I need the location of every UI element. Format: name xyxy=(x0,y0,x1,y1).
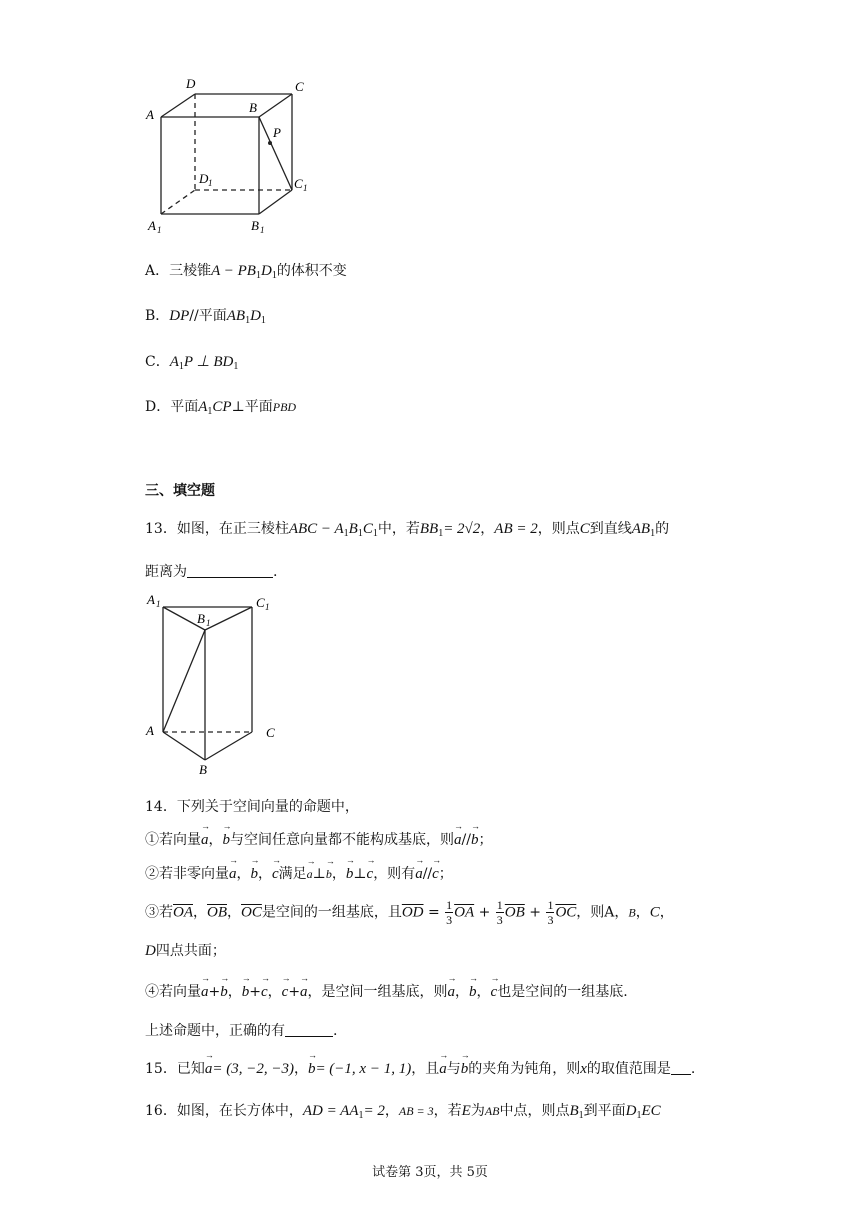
label-d: D xyxy=(186,76,196,91)
label-c1: C xyxy=(256,595,265,610)
question-15: 15．已知→ a= (3, −2, −3)，→ b= (−1, x − 1, 1)，且→ a与→ b的夹角为钝角，则x的取值范围是 . xyxy=(145,1057,695,1078)
label-c1: C xyxy=(294,176,303,191)
label-a: A xyxy=(146,723,154,738)
question-14-s3: ③若$\overline{OA}$，$\overline{OB}$，$\overline{OC}$是空间的一组基底，且$\overline{OD}$ = $\frac{1}{3}$ $\overline{OA}$ + $\frac{1}{3}$ $\overline{OB}$ + $\frac{1}{3}$ $\overline{OC}$，则A，B，C， xyxy=(145,898,674,927)
label-b: B xyxy=(249,100,257,115)
label-c: C xyxy=(266,725,275,740)
label-d1-sub: 1 xyxy=(208,178,213,188)
question-14-s4: ④若向量→ a+→ b，→ b+→ c，→ c+→ a，是空间一组基底，则→ a，→ b，→ c也是空间的一组基底. xyxy=(145,980,628,1001)
label-b: B xyxy=(199,762,207,777)
question-14-intro: 14．下列关于空间向量的命题中， xyxy=(145,799,359,815)
label-a1: A xyxy=(147,592,155,607)
label-b1-sub: 1 xyxy=(206,618,211,628)
option-a: A．三棱锥$A - PB_1D_1$的体积不变 xyxy=(145,263,347,281)
label-d1: D xyxy=(199,171,209,186)
option-b: B．DP//平面$AB_1D_1$ xyxy=(145,308,266,326)
label-b1-sub: 1 xyxy=(260,225,265,235)
answer-blank[interactable] xyxy=(285,1022,333,1037)
cube-figure xyxy=(140,72,320,238)
label-c1-sub: 1 xyxy=(303,183,308,193)
label-a1: A xyxy=(148,218,156,233)
question-16: 16．如图，在长方体中，AD = $AA_1= 2$，AB = 3，若E为AB中点，则点$B_1$到平面$D_1EC$ xyxy=(145,1103,661,1121)
answer-blank[interactable] xyxy=(671,1060,691,1075)
label-c: C xyxy=(295,79,304,94)
page-footer: 试卷第 3页，共 5页 xyxy=(372,1165,488,1180)
option-c: C．$A_1P$ ⊥ $BD_1$ xyxy=(145,354,239,372)
question-14-s1: ①若向量→ a，→ b与空间任意向量都不能构成基底，则→ a//→ b； xyxy=(145,828,492,849)
label-b1: B xyxy=(251,218,259,233)
prism-figure xyxy=(140,590,290,780)
question-14-s3-cont: D四点共面； xyxy=(145,943,226,959)
label-a: A xyxy=(146,107,154,122)
point-p xyxy=(268,141,272,145)
label-a1-sub: 1 xyxy=(156,599,161,609)
label-b1: B xyxy=(197,611,205,626)
question-14-summary: 上述命题中，正确的有 . xyxy=(145,1023,338,1039)
answer-blank[interactable] xyxy=(187,563,273,578)
question-14-s2: ②若非零向量→ a，→ b，→ c满足→ a⊥→ b，→ b⊥→ c，则有→ a//→ c； xyxy=(145,862,453,883)
question-13-line1: 13．如图，在正三棱柱ABC − $A_1B_1C_1$中，若$BB_1= 2√2$，AB = 2，则点C到直线$AB_1$的 xyxy=(145,521,670,539)
label-a1-sub: 1 xyxy=(157,225,162,235)
option-d: D．平面$A_1CP\perp$平面PBD xyxy=(145,399,297,417)
label-p: P xyxy=(273,125,281,140)
question-13-line2: 距离为 . xyxy=(145,564,278,580)
section-heading: 三、填空题 xyxy=(145,483,215,499)
label-c1-sub: 1 xyxy=(265,602,270,612)
